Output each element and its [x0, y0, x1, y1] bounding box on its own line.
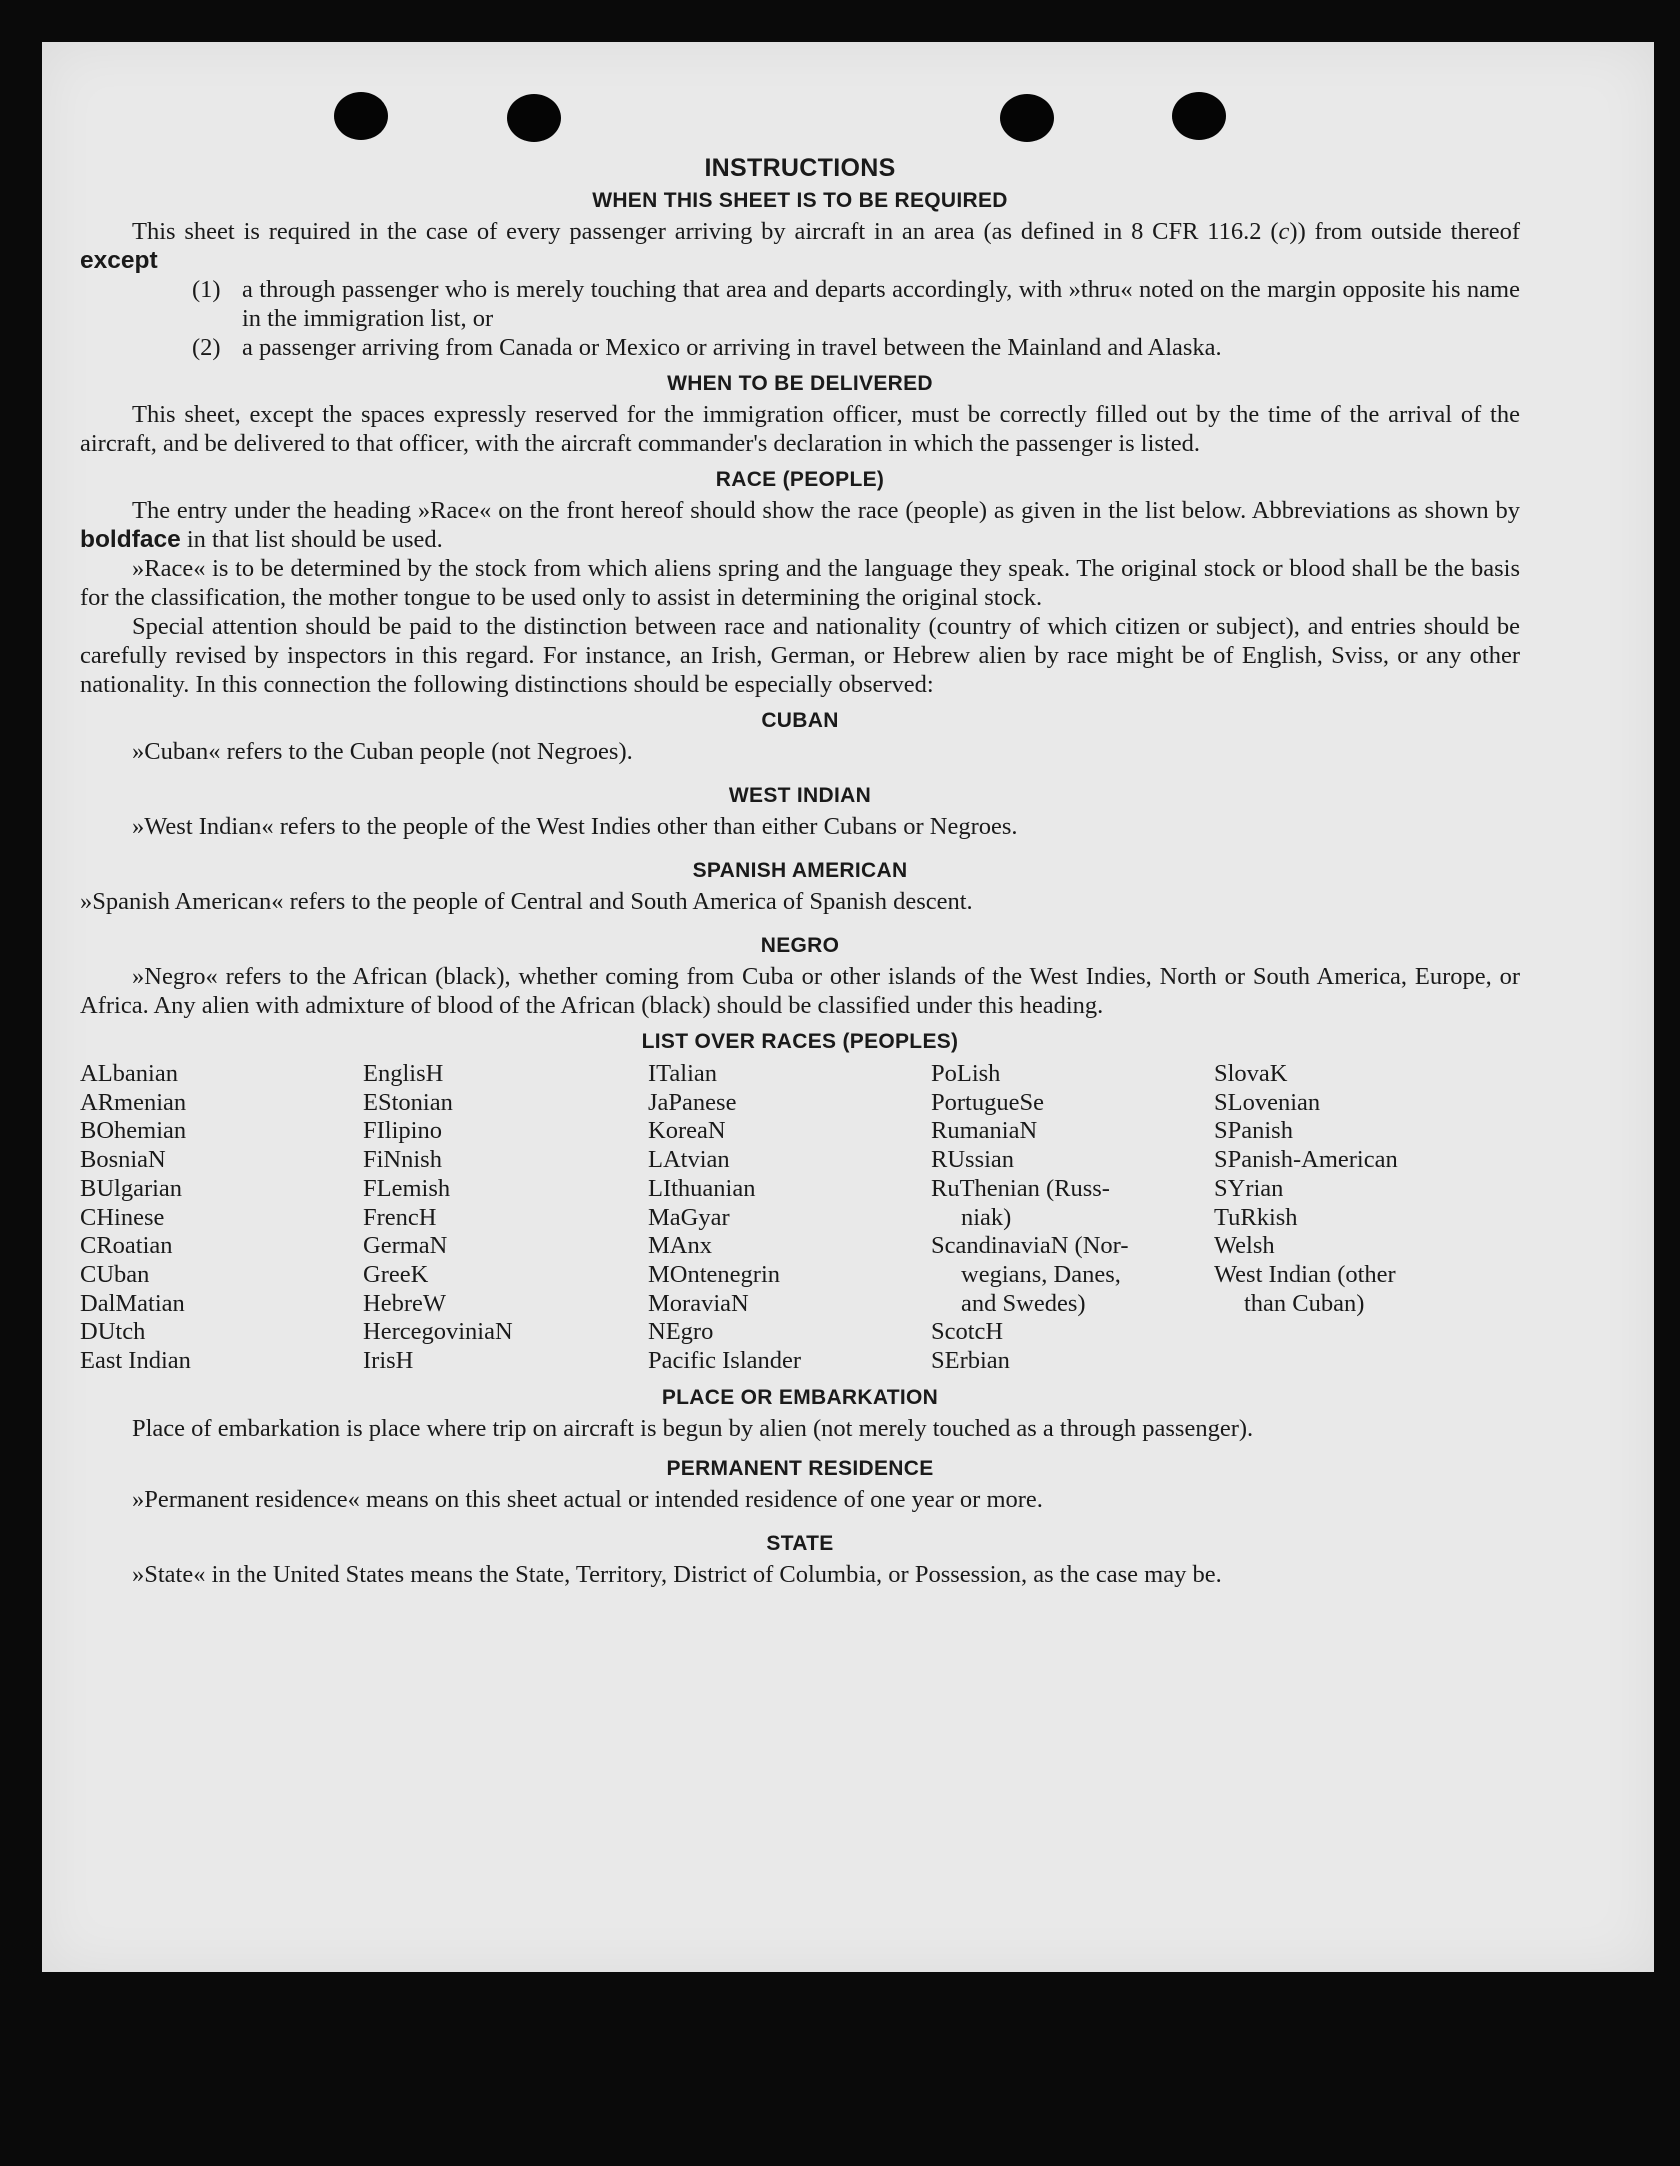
race-entry: SPanish	[1214, 1117, 1293, 1145]
section-heading-residence: PERMANENT RESIDENCE	[666, 1456, 934, 1480]
races-column-1	[80, 1060, 363, 1376]
race-entry: RUssian	[931, 1146, 1015, 1174]
race-entry: Welsh	[1214, 1232, 1275, 1260]
section-heading-race: RACE (PEOPLE)	[715, 468, 885, 491]
race-entry: ARmenian	[80, 1088, 187, 1116]
state-text: »State« in the United States means the State, Territory, District of Columbia, or Possession, as the case may be.	[132, 1560, 1222, 1588]
race-entry: DalMatian	[80, 1289, 185, 1317]
race-entry: FrencH	[363, 1203, 437, 1231]
race-entry: SlovaK	[1214, 1060, 1288, 1087]
punch-hole	[1000, 94, 1054, 142]
race-entry: PortugueSe	[931, 1088, 1044, 1116]
race-paragraph-1: The entry under the heading »Race« on the front hereof should show the race (people) as given in the list below. Abbreviations as shown by boldface in that list should be used.	[80, 497, 1520, 553]
race-entry: SYrian	[1214, 1174, 1284, 1202]
race-entry: LIthuanian	[648, 1174, 756, 1202]
punch-hole	[334, 92, 388, 140]
race-entry: ITalian	[648, 1060, 718, 1087]
embarkation-text: Place of embarkation is place where trip on aircraft is begun by alien (not merely touched as a through passenger).	[132, 1414, 1254, 1442]
race-entry: SLovenian	[1214, 1088, 1321, 1116]
required-item-1: (1) a through passenger who is merely touching that area and departs accordingly, with »thru« noted on the margin opposite his name in the immigration list, or	[192, 276, 1520, 332]
race-entry: TuRkish	[1214, 1203, 1298, 1231]
race-entry: EStonian	[363, 1088, 453, 1116]
race-entry: HercegoviniaN	[363, 1318, 513, 1346]
race-entry: BUlgarian	[80, 1174, 183, 1202]
residence-text: »Permanent residence« means on this sheet actual or intended residence of one year or more.	[132, 1485, 1043, 1513]
spanish-american-text: »Spanish American« refers to the people of Central and South America of Spanish descent.	[80, 888, 973, 915]
required-intro: This sheet is required in the case of every passenger arriving by aircraft in an area (as defined in 8 CFR 116.2 (c)) from outside thereof except	[80, 218, 1520, 274]
race-entry-continuation: wegians, Danes,	[961, 1260, 1121, 1288]
required-item-2: (2) a passenger arriving from Canada or Mexico or arriving in travel between the Mainland and Alaska.	[192, 334, 1222, 361]
race-entry: JaPanese	[648, 1088, 737, 1116]
race-entry: MOntenegrin	[648, 1260, 780, 1288]
race-entry: MaGyar	[648, 1203, 730, 1231]
race-entry: ALbanian	[80, 1060, 178, 1087]
race-entry: ScotcH	[931, 1318, 1004, 1346]
section-heading-delivered: WHEN TO BE DELIVERED	[667, 372, 933, 395]
race-entry: FiNnish	[363, 1146, 442, 1174]
instructions-content	[80, 154, 1520, 1589]
race-entry: RumaniaN	[931, 1117, 1038, 1145]
negro-text: »Negro« refers to the African (black), whether coming from Cuba or other islands of the West Indies, North or South America, Europe, or Africa. Any alien with admixture of blood of the African (black) should be classified under this heading.	[80, 963, 1520, 1019]
race-entry: FLemish	[363, 1174, 451, 1202]
section-heading-negro: NEGRO	[760, 934, 840, 957]
race-entry: RuThenian (Russ-	[931, 1174, 1110, 1202]
race-entry: PoLish	[931, 1060, 1001, 1087]
race-entry: ScandinaviaN (Nor-	[931, 1232, 1129, 1260]
race-entry: FIlipino	[363, 1117, 442, 1145]
race-entry: West Indian (other	[1214, 1260, 1396, 1288]
race-entry: NEgro	[648, 1318, 714, 1346]
race-entry: KoreaN	[648, 1117, 726, 1145]
race-entry-continuation: niak)	[961, 1203, 1012, 1231]
race-entry: BosniaN	[80, 1146, 166, 1174]
section-heading-west-indian: WEST INDIAN	[728, 784, 872, 807]
section-heading-embarkation: PLACE OR EMBARKATION	[661, 1385, 939, 1409]
race-entry-continuation: than Cuban)	[1244, 1289, 1365, 1317]
race-entry: SErbian	[931, 1347, 1010, 1375]
race-entry: IrisH	[363, 1347, 414, 1375]
race-entry: DUtch	[80, 1318, 146, 1346]
race-entry: CRoatian	[80, 1232, 173, 1260]
race-entry: BOhemian	[80, 1117, 187, 1145]
section-heading-spanish-american: SPANISH AMERICAN	[692, 859, 908, 882]
punch-hole	[507, 94, 561, 142]
races-column-4	[931, 1060, 1214, 1376]
race-entry: East Indian	[80, 1347, 191, 1375]
race-entry-continuation: and Swedes)	[961, 1289, 1086, 1317]
race-entry: Pacific Islander	[648, 1347, 802, 1375]
delivered-text: This sheet, except the spaces expressly reserved for the immigration officer, must be correctly filled out by the time of the arrival of the aircraft, and be delivered to that officer, with the aircraft commander's declaration in which the passenger is listed.	[80, 401, 1520, 457]
race-entry: MoraviaN	[648, 1289, 749, 1317]
race-entry: LAtvian	[648, 1146, 730, 1174]
section-heading-races-list: LIST OVER RACES (PEOPLES)	[641, 1030, 959, 1053]
races-list	[80, 1060, 1520, 1376]
races-column-5	[1214, 1060, 1520, 1376]
race-entry: SPanish-American	[1214, 1146, 1398, 1174]
race-entry: CUban	[80, 1260, 150, 1288]
race-entry: MAnx	[648, 1232, 712, 1260]
race-paragraph-2: »Race« is to be determined by the stock from which aliens spring and the language they speak. The original stock or blood shall be the basis for the classification, the mother tongue to be used only to assist in determining the original stock.	[80, 555, 1520, 611]
race-paragraph-3: Special attention should be paid to the distinction between race and nationality (country of which citizen or subject), and entries should be carefully revised by inspectors in this regard. For instance, an Irish, German, or Hebrew alien by race might be of English, Sviss, or any other nationality. In this connection the following distinctions should be especially observed:	[80, 613, 1520, 698]
section-heading-state: STATE	[766, 1531, 834, 1555]
race-entry: CHinese	[80, 1203, 165, 1231]
section-heading-cuban: CUBAN	[761, 709, 839, 732]
section-heading-required: WHEN THIS SHEET IS TO BE REQUIRED	[592, 189, 1008, 212]
punch-hole	[1172, 92, 1226, 140]
page-title: INSTRUCTIONS	[704, 154, 896, 182]
race-entry: GreeK	[363, 1260, 429, 1288]
races-column-3	[648, 1060, 931, 1376]
race-entry: HebreW	[363, 1289, 446, 1317]
race-entry: GermaN	[363, 1232, 448, 1260]
races-column-2	[363, 1060, 648, 1376]
cuban-text: »Cuban« refers to the Cuban people (not Negroes).	[132, 738, 633, 765]
document-sheet	[42, 42, 1654, 1972]
race-entry: EnglisH	[363, 1060, 444, 1087]
west-indian-text: »West Indian« refers to the people of the West Indies other than either Cubans or Negroes.	[132, 813, 1018, 840]
